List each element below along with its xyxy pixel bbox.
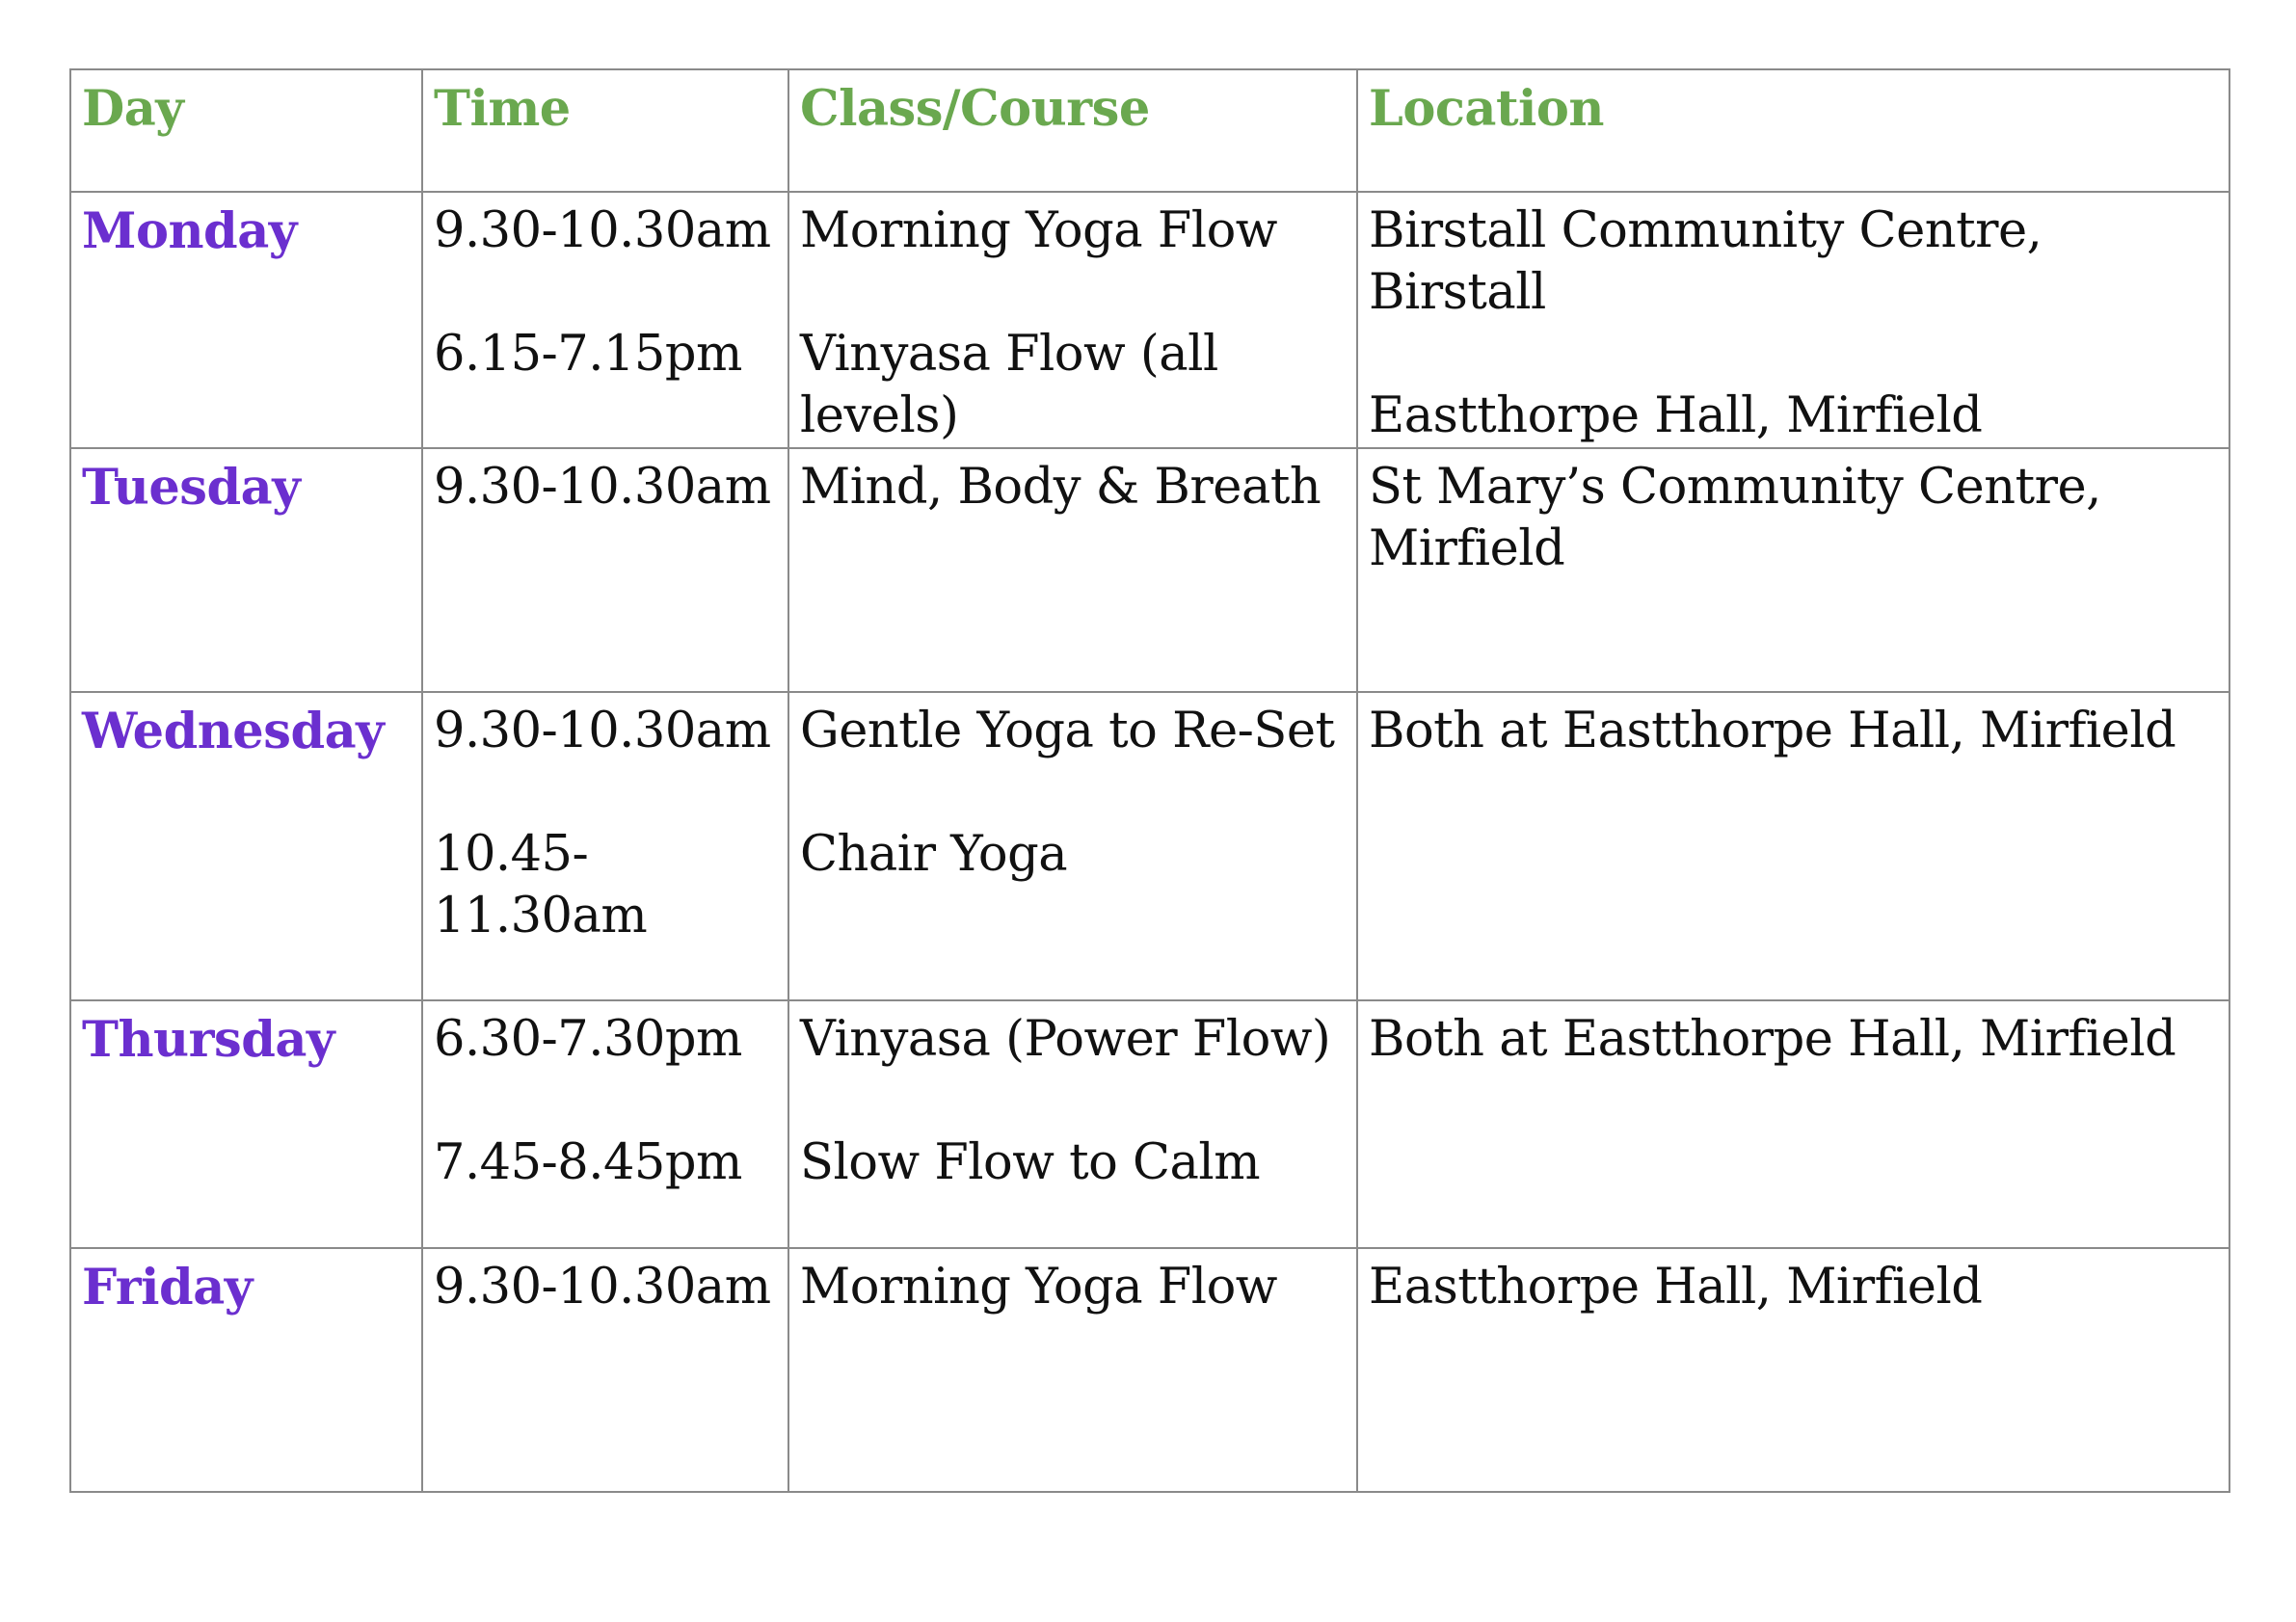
table-row	[70, 448, 2229, 692]
day-cell: Thursday	[70, 1000, 422, 1248]
class-entry: Morning Yoga Flow	[800, 202, 1277, 259]
location-entry: Both at Eastthorpe Hall, Mirfield	[1369, 703, 2176, 759]
header-row	[70, 69, 2229, 192]
location-entry: Eastthorpe Hall, Mirfield	[1369, 1259, 1983, 1316]
time-entry: 7.45-8.45pm	[434, 1134, 742, 1191]
time-entry: 9.30-10.30am	[434, 1259, 771, 1316]
class-cell	[788, 192, 1357, 448]
location-entry: Birstall Community Centre, Birstall	[1369, 202, 2042, 321]
time-cell	[422, 692, 788, 1000]
location-cell	[1357, 192, 2229, 448]
location-cell	[1357, 1000, 2229, 1248]
time-cell	[422, 1248, 788, 1492]
time-cell	[422, 192, 788, 448]
class-cell	[788, 692, 1357, 1000]
day-cell: Monday	[70, 192, 422, 448]
class-cell	[788, 1248, 1357, 1492]
class-entry: Vinyasa Flow (all levels)	[800, 326, 1218, 444]
time-cell	[422, 1000, 788, 1248]
day-cell: Tuesday	[70, 448, 422, 692]
table-row	[70, 1000, 2229, 1248]
header-day: Day	[70, 69, 422, 192]
class-entry: Vinyasa (Power Flow)	[800, 1011, 1331, 1068]
location-cell	[1357, 1248, 2229, 1492]
class-entry: Gentle Yoga to Re-Set	[800, 703, 1335, 759]
schedule-table	[69, 68, 2230, 1493]
class-entry: Slow Flow to Calm	[800, 1134, 1261, 1191]
time-entry: 6.15-7.15pm	[434, 326, 742, 383]
table-row	[70, 692, 2229, 1000]
header-class: Class/Course	[788, 69, 1357, 192]
location-entry: Both at Eastthorpe Hall, Mirfield	[1369, 1011, 2176, 1068]
time-entry: 6.30-7.30pm	[434, 1011, 742, 1068]
location-entry: St Mary’s Community Centre, Mirfield	[1369, 459, 2101, 577]
location-cell	[1357, 448, 2229, 692]
location-entry: Eastthorpe Hall, Mirfield	[1369, 387, 1983, 444]
table-row	[70, 192, 2229, 448]
time-entry: 9.30-10.30am	[434, 459, 771, 516]
header-time: Time	[422, 69, 788, 192]
class-cell	[788, 1000, 1357, 1248]
time-entry: 9.30-10.30am	[434, 703, 771, 759]
class-entry: Morning Yoga Flow	[800, 1259, 1277, 1316]
class-entry: Chair Yoga	[800, 826, 1068, 883]
day-cell: Friday	[70, 1248, 422, 1492]
table-row	[70, 1248, 2229, 1492]
header-location: Location	[1357, 69, 2229, 192]
class-cell	[788, 448, 1357, 692]
location-cell	[1357, 692, 2229, 1000]
day-cell: Wednesday	[70, 692, 422, 1000]
time-entry: 9.30-10.30am	[434, 202, 771, 259]
class-entry: Mind, Body & Breath	[800, 459, 1322, 516]
time-entry: 10.45-11.30am	[434, 826, 648, 944]
time-cell	[422, 448, 788, 692]
